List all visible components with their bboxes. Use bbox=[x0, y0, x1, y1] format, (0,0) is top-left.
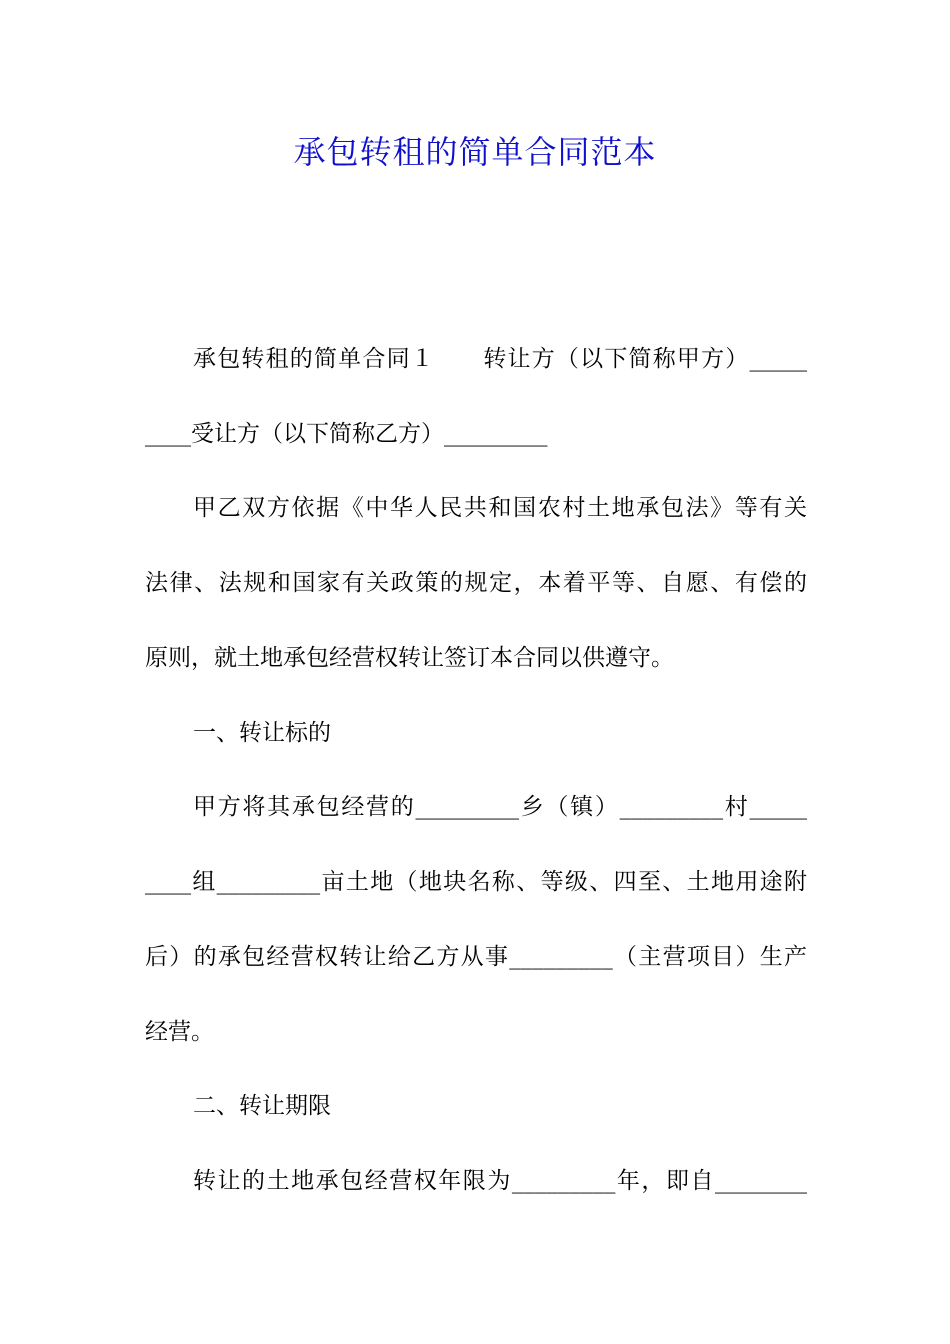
paragraph-line: ____组_________亩土地（地块名称、等级、四至、土地用途附 bbox=[145, 869, 807, 895]
section-heading: 二、转让期限 bbox=[193, 1093, 331, 1119]
paragraph-line: 原则，就土地承包经营权转让签订本合同以供遵守。 bbox=[145, 645, 674, 671]
party-b-line: ____受让方（以下简称乙方）_________ bbox=[145, 421, 548, 447]
paragraph-line: 甲乙双方依据《中华人民共和国农村土地承包法》等有关 bbox=[193, 495, 807, 521]
paragraph-line: 法律、法规和国家有关政策的规定，本着平等、自愿、有偿的 bbox=[145, 570, 807, 596]
contract-heading-line: 承包转租的简单合同１ 转让方（以下简称甲方）_____ bbox=[193, 346, 807, 372]
document-title: 承包转租的简单合同范本 bbox=[293, 133, 657, 171]
paragraph-line: 经营。 bbox=[145, 1019, 214, 1045]
paragraph-line: 甲方将其承包经营的_________乡（镇）_________村_____ bbox=[193, 794, 807, 820]
paragraph-line: 后）的承包经营权转让给乙方从事_________（主营项目）生产 bbox=[145, 944, 807, 970]
section-heading: 一、转让标的 bbox=[193, 720, 331, 746]
paragraph-line: 转让的土地承包经营权年限为_________年，即自________ bbox=[193, 1168, 807, 1194]
